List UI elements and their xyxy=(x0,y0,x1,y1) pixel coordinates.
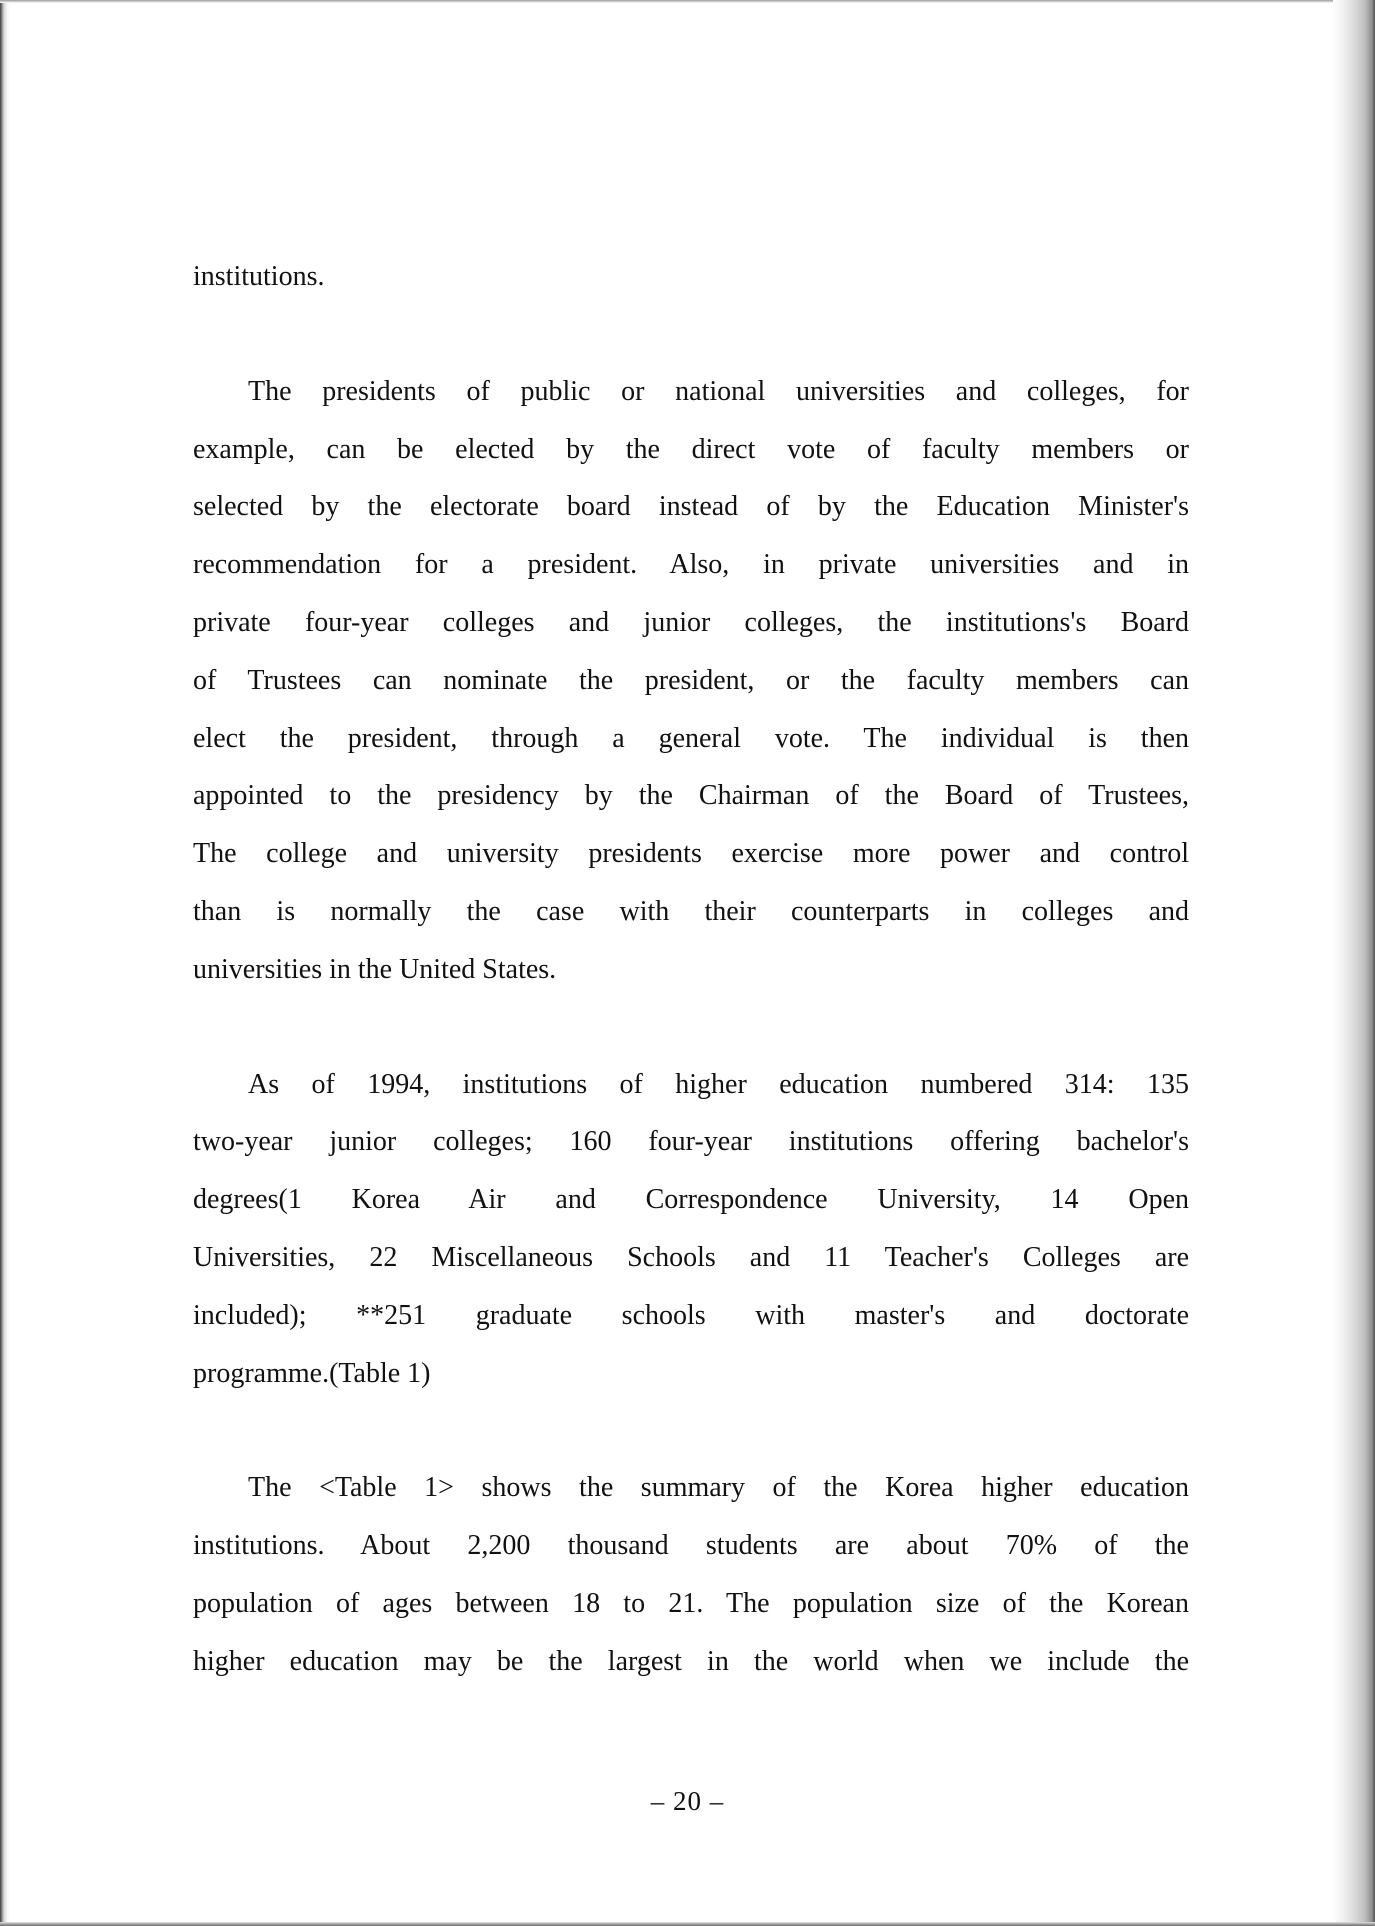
text-line: elect the president, through a general vote. The individual is then xyxy=(193,722,1189,754)
text-line: Universities, 22 Miscellaneous Schools and 11 Teacher's Colleges are xyxy=(193,1241,1189,1273)
text-line: universities in the United States. xyxy=(193,953,557,985)
text-line: The <Table 1> shows the summary of the Korea higher education xyxy=(248,1472,1189,1504)
text-line: population of ages between 18 to 21. The population size of the Korean xyxy=(193,1587,1189,1619)
text-line: example, can be elected by the direct vote of faculty members or xyxy=(193,433,1189,465)
page-left-edge xyxy=(0,0,10,1926)
text-line: As of 1994, institutions of higher education numbered 314: 135 xyxy=(248,1068,1189,1100)
text-line: The presidents of public or national universities and colleges, for xyxy=(248,375,1189,407)
text-line: institutions. xyxy=(193,261,325,292)
page-number: – 20 – xyxy=(650,1786,725,1816)
paragraph xyxy=(193,363,1189,999)
text-line: The college and university presidents exercise more power and control xyxy=(193,838,1189,870)
text-line: degrees(1 Korea Air and Correspondence University, 14 Open xyxy=(193,1184,1189,1216)
text-line: institutions. About 2,200 thousand students are about 70% of the xyxy=(193,1530,1189,1562)
text-line: selected by the electorate board instead of by the Education Minister's xyxy=(193,491,1189,523)
text-line: appointed to the presidency by the Chairman of the Board of Trustees, xyxy=(193,780,1189,812)
paragraph-gap xyxy=(193,1402,1189,1459)
page-top-edge xyxy=(0,0,1375,3)
text-line: programme.(Table 1) xyxy=(193,1357,431,1389)
text-line: recommendation for a president. Also, in private universities and in xyxy=(193,549,1189,581)
text-line: of Trustees can nominate the president, or the faculty members can xyxy=(193,664,1189,696)
text-line: private four-year colleges and junior colleges, the institutions's Board xyxy=(193,606,1189,638)
text-line: two-year junior colleges; 160 four-year institutions offering bachelor's xyxy=(193,1126,1189,1158)
text-line: higher education may be the largest in the world when we include the xyxy=(193,1645,1189,1677)
paragraph xyxy=(193,1056,1189,1403)
text-line: included); **251 graduate schools with master's and doctorate xyxy=(193,1299,1189,1331)
paragraph-gap xyxy=(193,999,1189,1056)
paragraph-gap xyxy=(193,306,1189,363)
document-body xyxy=(193,248,1189,1691)
paragraph xyxy=(193,1459,1189,1690)
page-right-shadow xyxy=(1333,0,1375,1926)
page-bottom-edge xyxy=(0,1922,1375,1926)
paragraph xyxy=(193,248,1189,306)
text-line: than is normally the case with their counterparts in colleges and xyxy=(193,895,1189,927)
